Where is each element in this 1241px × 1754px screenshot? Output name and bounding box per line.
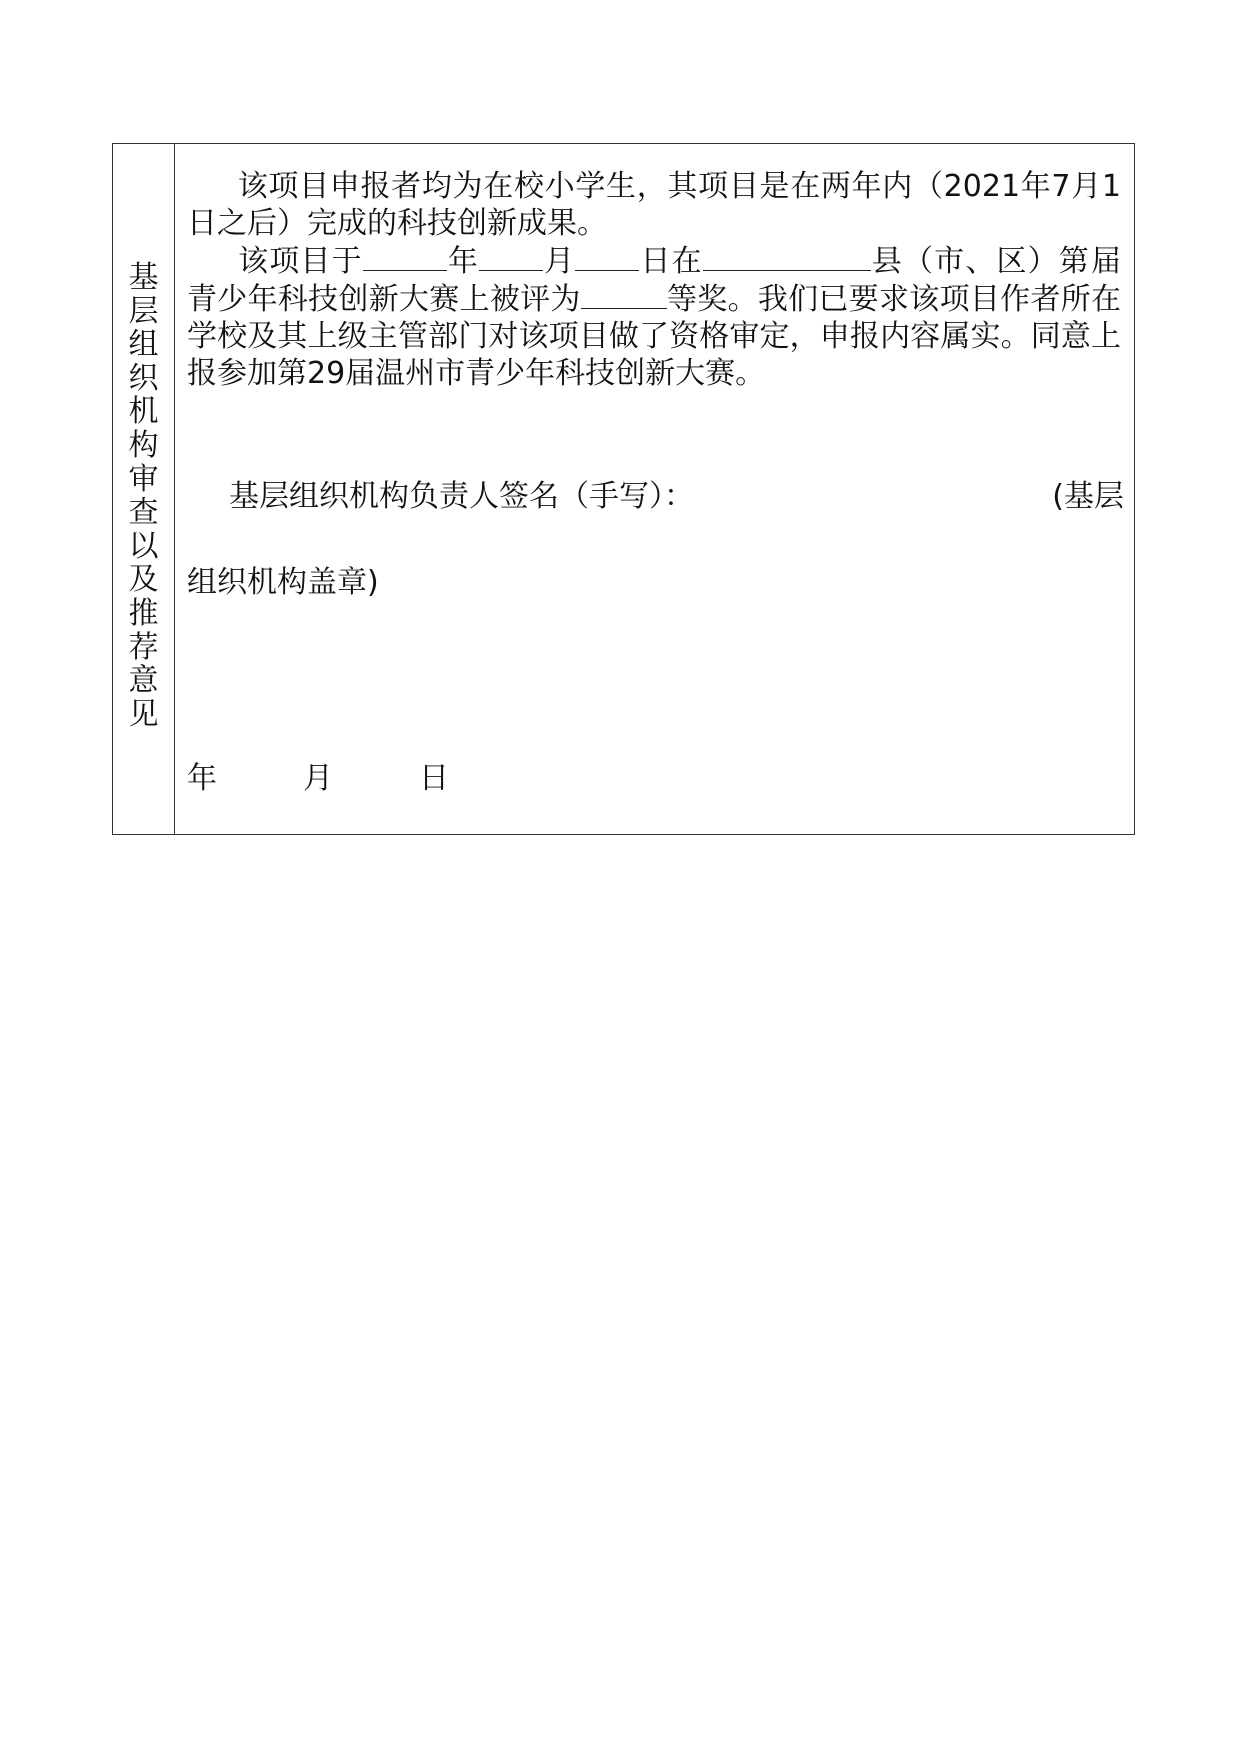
seal-note-end: 组织机构盖章): [187, 565, 379, 600]
recommendation-table: [112, 143, 1135, 835]
section-label-char: 及: [128, 562, 159, 598]
award-day-label: 日在: [639, 244, 703, 279]
award-text-end: 等奖。我们已要求该项目作者所在学校及其上级主管部门对该项目做了资格审定，申报内容属实。同意上报参加第29届温州市青少年科技创新大赛。: [187, 282, 1122, 391]
date-day-label: 日: [419, 761, 449, 796]
section-label-char: 织: [128, 360, 159, 396]
award-county-label: 县（市、区）第: [870, 244, 1090, 279]
eligibility-text: 该项目申报者均为在校小学生，其项目是在两年内（2021年7月1日之后）完成的科技创新成果。: [187, 169, 1121, 241]
section-label-char: 审: [128, 461, 159, 497]
award-level-blank[interactable]: [581, 280, 667, 309]
section-label-cell: [113, 144, 175, 834]
section-label-char: 推: [128, 595, 159, 631]
section-label-char: 意: [128, 663, 159, 699]
section-label-char: 见: [128, 696, 159, 732]
award-year-label: 年: [446, 244, 480, 279]
section-label-char: 构: [128, 427, 159, 463]
section-label-char: 机: [128, 394, 159, 430]
section-label-char: 组: [128, 327, 159, 363]
opinion-content-cell: [175, 144, 1134, 834]
county-blank[interactable]: [703, 242, 871, 271]
date-year-label: 年: [187, 761, 217, 796]
award-text-middle: 届青少年科技创新大赛上被评为: [187, 244, 1122, 317]
section-label-vertical: [113, 261, 174, 731]
award-text-start: 该项目于: [237, 244, 363, 279]
date-month-label: 月: [303, 761, 333, 796]
section-label-char: 查: [128, 495, 159, 531]
section-label-char: 荐: [128, 629, 159, 665]
section-label-char: 层: [128, 293, 159, 329]
award-month-label: 月: [543, 244, 576, 279]
seal-note-start: (基层: [1052, 479, 1124, 514]
award-paragraph: [187, 242, 1121, 392]
year-blank[interactable]: [363, 242, 447, 271]
day-blank[interactable]: [575, 242, 639, 271]
eligibility-paragraph: [187, 168, 1121, 242]
section-label-char: 以: [128, 528, 159, 564]
month-blank[interactable]: [479, 242, 543, 271]
section-label-char: 基: [128, 260, 159, 295]
signature-label: 基层组织机构负责人签名（手写）：: [229, 479, 694, 514]
